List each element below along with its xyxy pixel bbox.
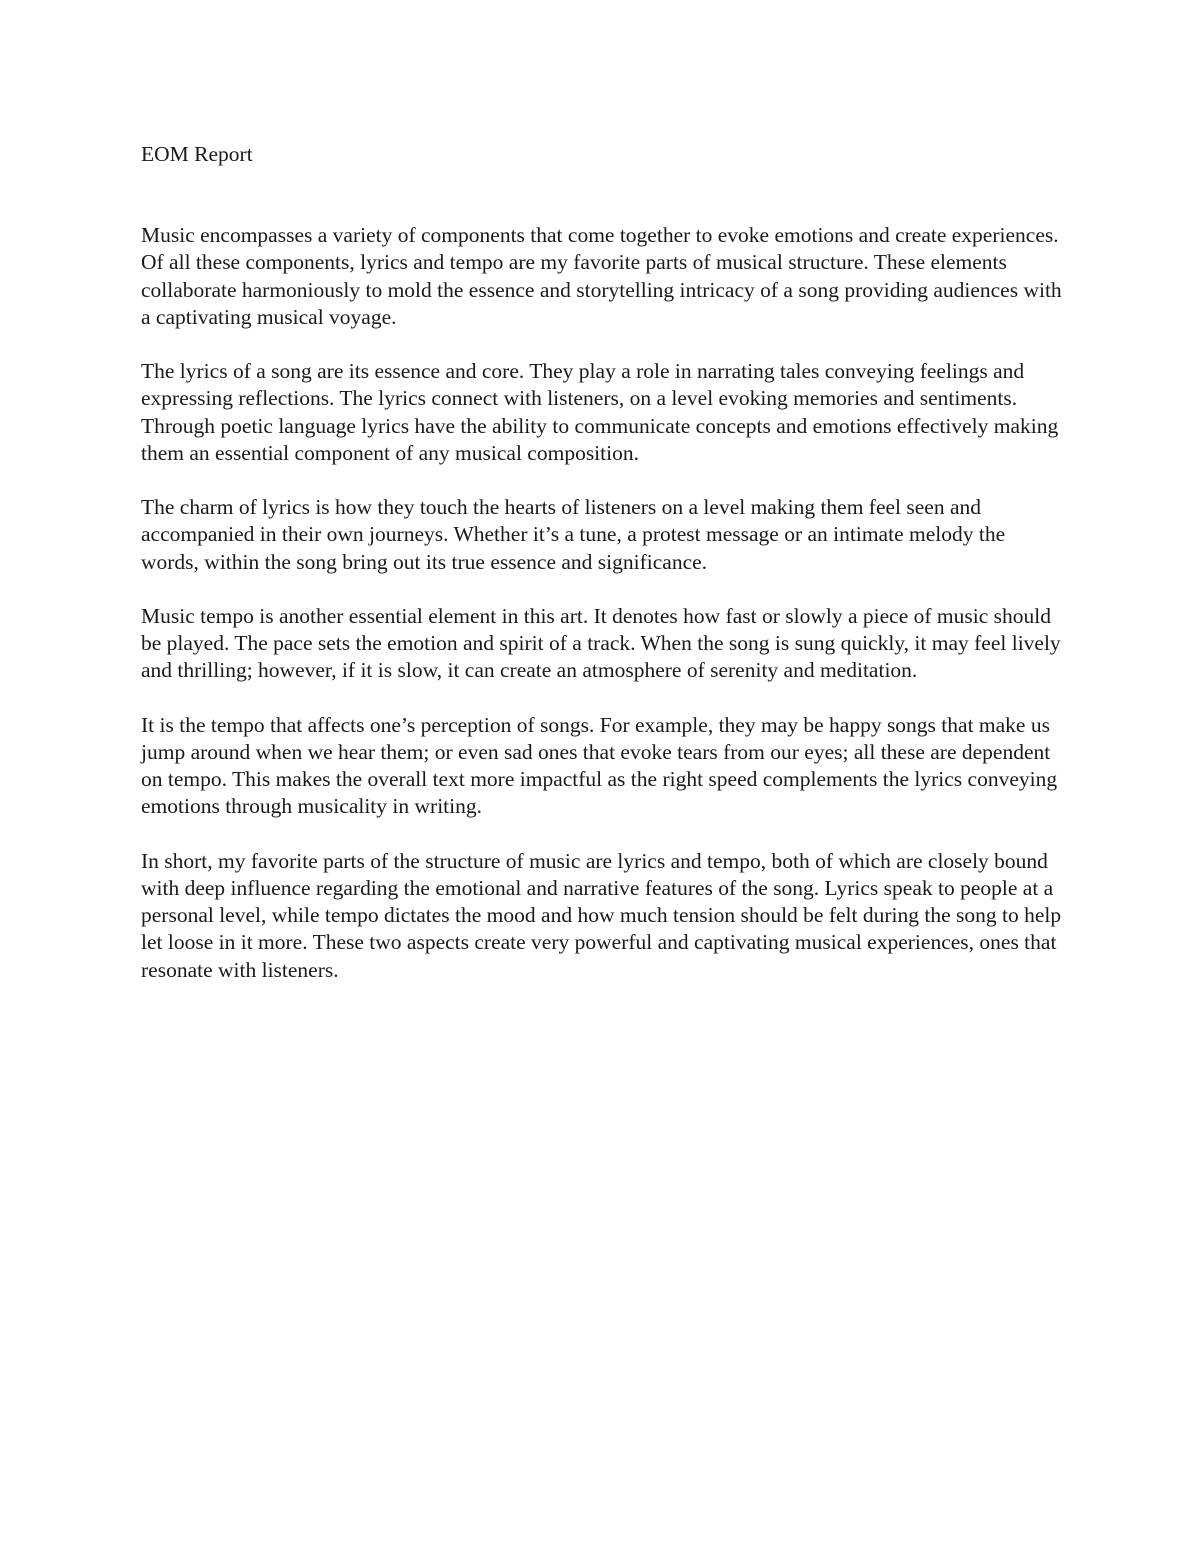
paragraph-conclusion: In short, my favorite parts of the structure of music are lyrics and tempo, both of which are closely bound with deep influence regarding the emotional and narrative features of the song. Lyrics speak to people at a personal level, while tempo dictates the mood and how much tension should be felt during the song to help let loose in it more. These two aspects create very powerful and captivating musical experiences, ones that resonate with listeners.: [141, 848, 1062, 982]
paragraph-tempo: Music tempo is another essential element in this art. It denotes how fast or slowly a piece of music should be played. The pace sets the emotion and spirit of a track. When the song is sung quickly, it may feel lively and thrilling; however, if it is slow, it can create an atmosphere of serenity and meditation.: [141, 604, 1061, 683]
paragraph-tempo-perception: It is the tempo that affects one’s perception of songs. For example, they may be happy songs that make us jump around when we hear them; or even sad ones that evoke tears from our eyes; all these are dependent on tempo. This makes the overall text more impactful as the right speed complements the lyrics conveying emotions through musicality in writing.: [141, 712, 1058, 819]
paragraph-lyrics-charm: The charm of lyrics is how they touch the hearts of listeners on a level making them feel seen and accompanied in their own journeys. Whether it’s a tune, a protest message or an intimate melody the words, within the song bring out its true essence and significance.: [141, 495, 1006, 574]
paragraph-lyrics: The lyrics of a song are its essence and core. They play a role in narrating tales conveying feelings and expressing reflections. The lyrics connect with listeners, on a level evoking memories and sentiments. Through poetic language lyrics have the ability to communicate concepts and emotions effectively making them an essential component of any musical composition.: [141, 359, 1059, 465]
paragraph-intro: Music encompasses a variety of components that come together to evoke emotions and create experiences. Of all these components, lyrics and tempo are my favorite parts of musical structure. These elements collaborate harmoniously to mold the essence and storytelling intricacy of a song providing audiences with a captivating musical voyage.: [141, 223, 1062, 329]
document-title: EOM Report: [141, 142, 253, 166]
document-body: [141, 141, 1066, 1011]
